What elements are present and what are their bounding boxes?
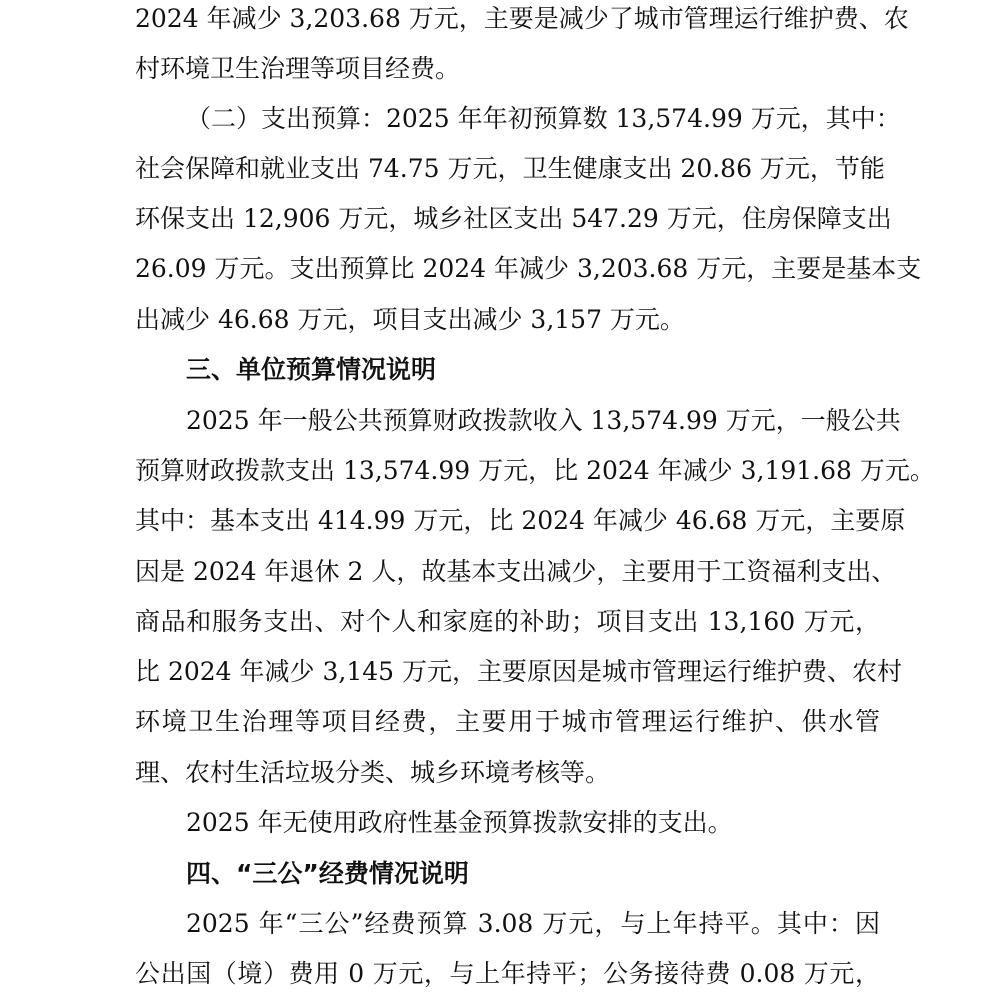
paragraph-line: 公出国（境）费用 0 万元，与上年持平；公务接待费 0.08 万元，: [135, 959, 880, 988]
paragraph-line: 26.09 万元。支出预算比 2024 年减少 3,203.68 万元，主要是基本支: [135, 254, 922, 283]
paragraph-line: 出减少 46.68 万元，项目支出减少 3,157 万元。: [135, 305, 685, 334]
paragraph-line: 预算财政拨款支出 13,574.99 万元，比 2024 年减少 3,191.68 万元。: [135, 456, 935, 485]
paragraph-line: 理、农村生活垃圾分类、城乡环境考核等。: [135, 758, 611, 787]
paragraph-line: 社会保障和就业支出 74.75 万元，卫生健康支出 20.86 万元，节能: [135, 154, 885, 183]
paragraph-line: 商品和服务支出、对个人和家庭的补助；项目支出 13,160 万元，: [135, 607, 880, 636]
paragraph-line: 2025 年一般公共预算财政拨款收入 13,574.99 万元，一般公共: [186, 406, 901, 435]
paragraph-line: 环境卫生治理等项目经费，主要用于城市管理运行维护、供水管: [135, 707, 880, 736]
paragraph-line: 2025 年“三公”经费预算 3.08 万元，与上年持平。其中：因: [186, 909, 880, 938]
paragraph-line: （二）支出预算：2025 年年初预算数 13,574.99 万元，其中：: [186, 104, 901, 133]
paragraph-line: 2025 年无使用政府性基金预算拨款安排的支出。: [186, 808, 733, 837]
section-heading: 四、“三公”经费情况说明: [186, 859, 469, 888]
paragraph-line: 村环境卫生治理等项目经费。: [135, 54, 461, 83]
paragraph-line: 因是 2024 年退休 2 人，故基本支出减少，主要用于工资福利支出、: [135, 557, 897, 586]
paragraph-line: 比 2024 年减少 3,145 万元，主要原因是城市管理运行维护费、农村: [135, 657, 902, 686]
paragraph-line: 环保支出 12,906 万元，城乡社区支出 547.29 万元，住房保障支出: [135, 204, 892, 233]
section-heading: 三、单位预算情况说明: [186, 355, 437, 384]
paragraph-line: 其中：基本支出 414.99 万元，比 2024 年减少 46.68 万元，主要原: [135, 506, 906, 535]
paragraph-line: 2024 年减少 3,203.68 万元，主要是减少了城市管理运行维护费、农: [135, 4, 909, 33]
